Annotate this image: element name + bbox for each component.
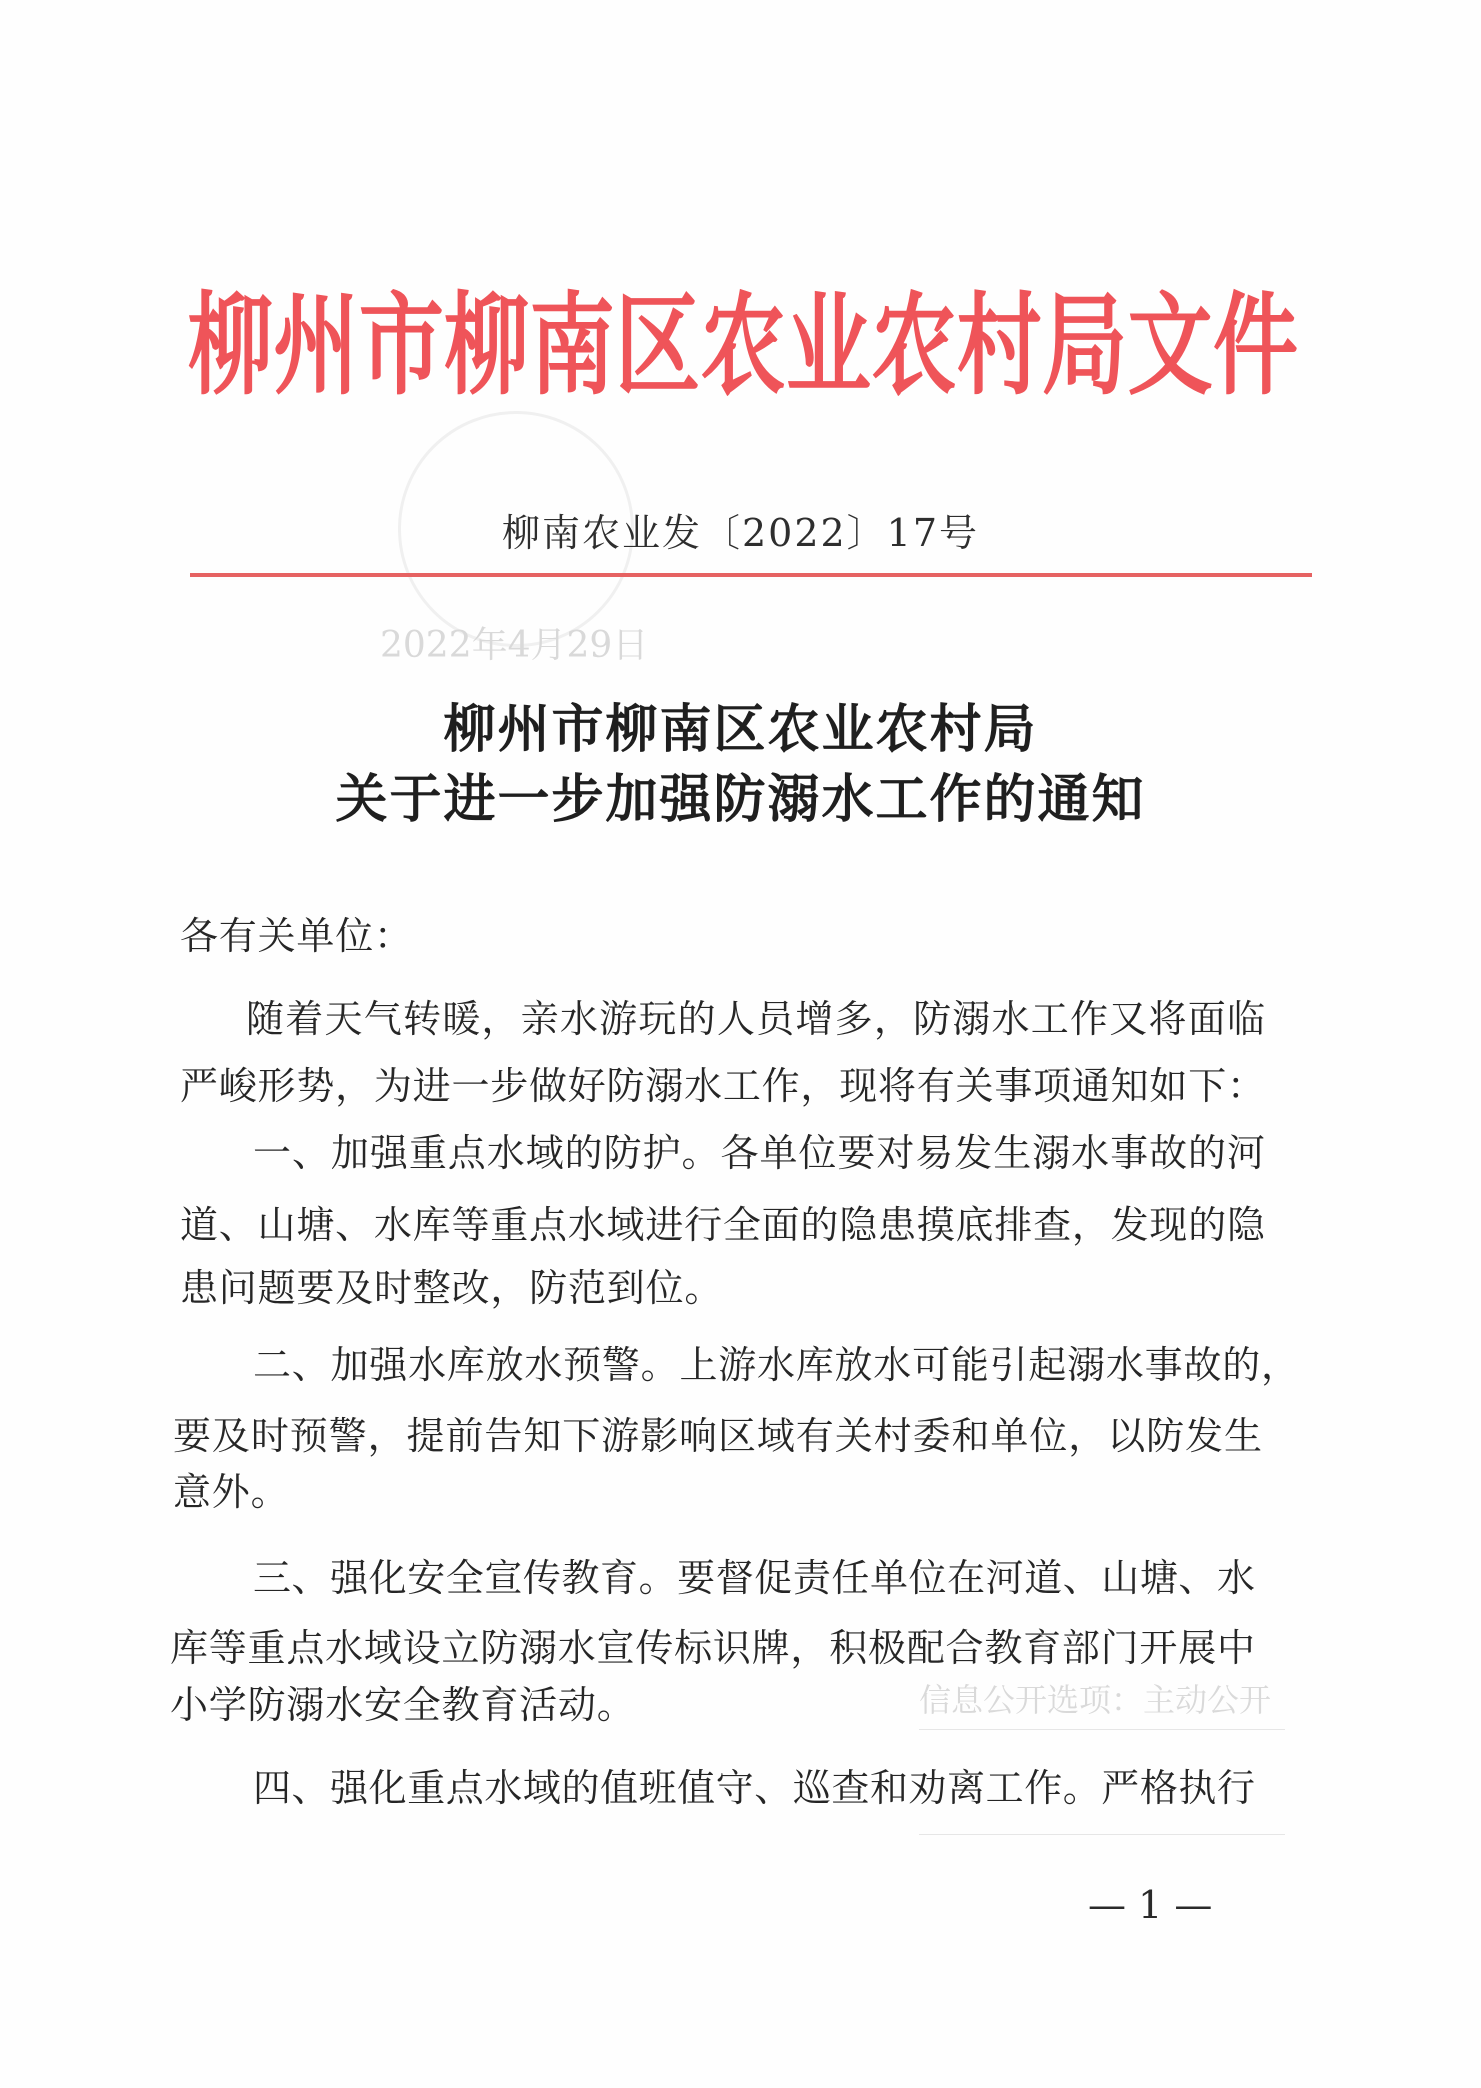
body-line: 患问题要及时整改，防范到位。 xyxy=(180,1266,724,1310)
body-line: 二、加强水库放水预警。上游水库放水可能引起溺水事故的， xyxy=(253,1343,1299,1387)
red-separator-line xyxy=(190,573,1312,577)
body-line: 道、山塘、水库等重点水域进行全面的隐患摸底排查，发现的隐 xyxy=(180,1203,1265,1247)
body-line: 四、强化重点水域的值班值守、巡查和劝离工作。严格执行 xyxy=(253,1766,1255,1810)
bleed-through-rule xyxy=(919,1834,1285,1835)
masthead-title: 柳州市柳南区农业农村局文件 xyxy=(188,281,1298,411)
body-line: 严峻形势，为进一步做好防溺水工作，现将有关事项通知如下： xyxy=(180,1064,1265,1108)
page-number: — 1 — xyxy=(1088,1883,1213,1927)
body-line: 三、强化安全宣传教育。要督促责任单位在河道、山塘、水 xyxy=(253,1556,1255,1600)
document-number: 柳南农业发〔2022〕17号 xyxy=(501,511,980,555)
salutation: 各有关单位： xyxy=(180,914,413,958)
bleed-through-date: 2022年4月29日 xyxy=(380,625,649,666)
bleed-through-disclosure: 信息公开选项：主动公开 xyxy=(919,1681,1272,1719)
body-line: 随着天气转暖，亲水游玩的人员增多，防溺水工作又将面临 xyxy=(246,997,1265,1041)
body-line: 一、加强重点水域的防护。各单位要对易发生溺水事故的河 xyxy=(253,1131,1265,1175)
notice-title-line-1: 柳州市柳南区农业农村局 xyxy=(443,699,1038,760)
body-line: 要及时预警，提前告知下游影响区域有关村委和单位，以防发生 xyxy=(173,1414,1262,1458)
bleed-through-rule xyxy=(919,1729,1285,1730)
body-line: 小学防溺水安全教育活动。 xyxy=(170,1683,636,1727)
notice-title-line-2: 关于进一步加强防溺水工作的通知 xyxy=(335,769,1146,830)
body-line: 库等重点水域设立防溺水宣传标识牌，积极配合教育部门开展中 xyxy=(170,1626,1255,1670)
body-line: 意外。 xyxy=(173,1470,290,1514)
